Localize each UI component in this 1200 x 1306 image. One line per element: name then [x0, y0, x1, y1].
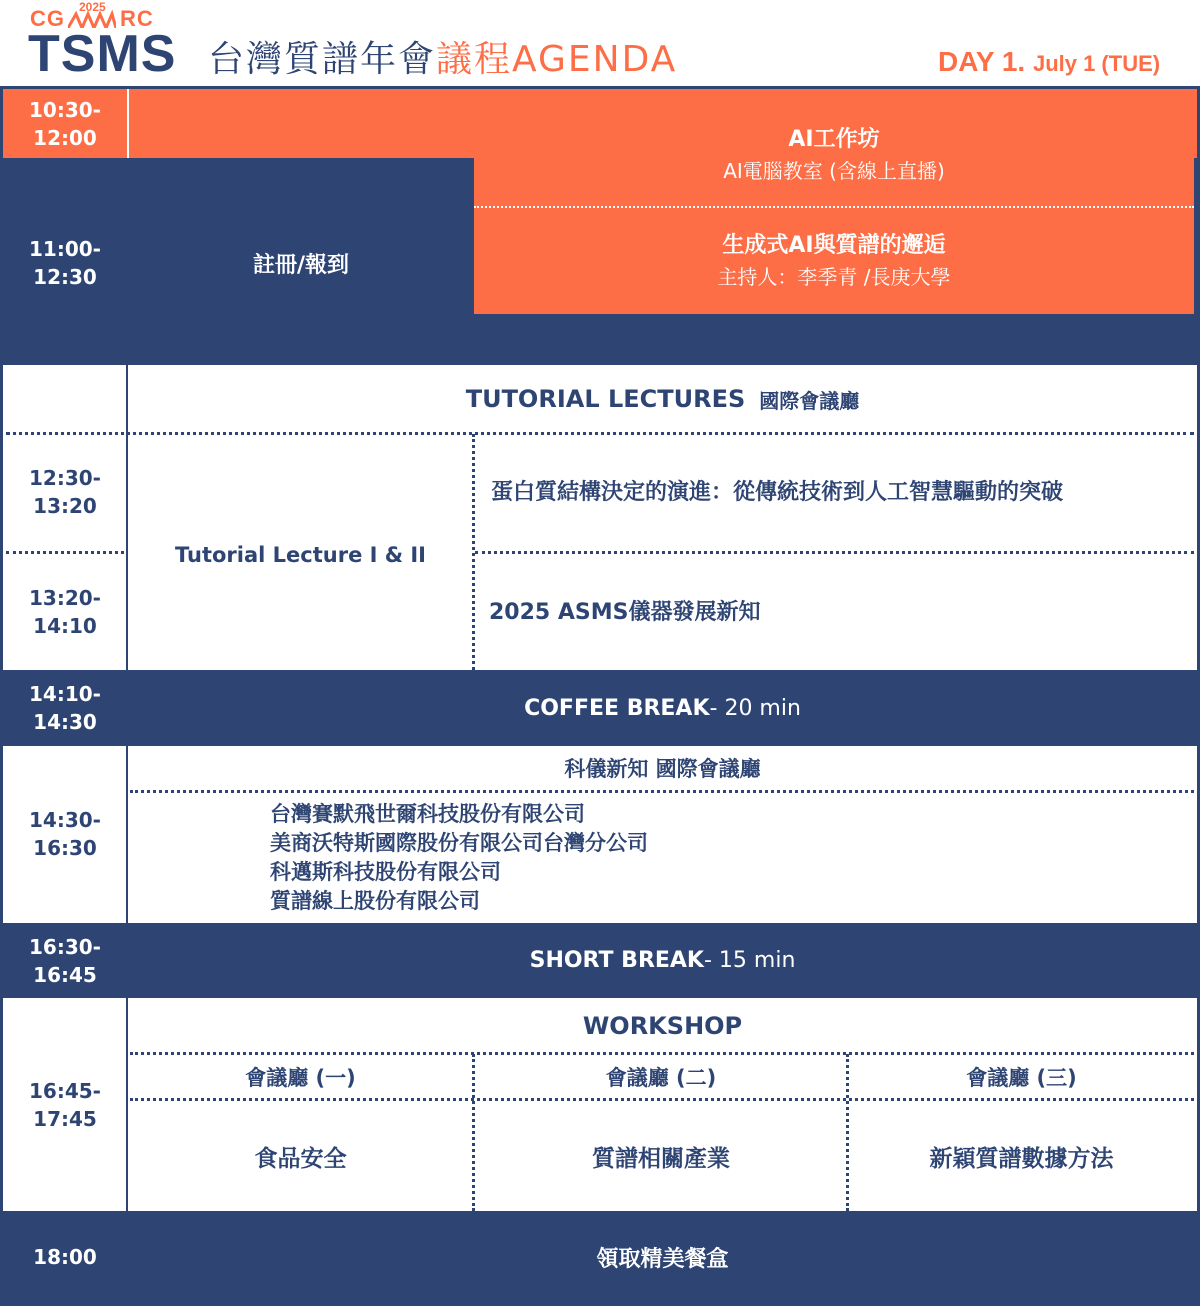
- session-title: AI工作坊: [788, 127, 880, 152]
- time-end: 16:30: [33, 836, 97, 860]
- time-start: 14:30-: [29, 808, 101, 832]
- time-end: 14:10: [33, 614, 97, 638]
- list-item: 質譜線上股份有限公司: [270, 889, 480, 913]
- dotted-divider: [130, 1052, 1194, 1055]
- break-duration: - 20 min: [709, 695, 801, 721]
- time-start: 14:10-: [29, 682, 101, 706]
- time-end: 17:45: [33, 1107, 97, 1131]
- tutorial-topic-2: 2025 ASMS儀器發展新知: [489, 600, 761, 625]
- day-label: [938, 44, 1160, 82]
- page-title: [208, 38, 677, 82]
- workshop-topic-2: 質譜相關產業: [592, 1145, 730, 1172]
- dotted-divider: [130, 790, 1194, 793]
- short-break-label: [128, 923, 1197, 998]
- ai-workshop-session-2: [474, 105, 1194, 205]
- workshop-topic-3: 新穎質譜數據方法: [929, 1145, 1114, 1172]
- time-end: 12:30: [33, 265, 97, 289]
- time-cell-tutorial-1: [3, 460, 127, 524]
- time-cell-row1: [3, 89, 127, 158]
- list-item: 台灣賽默飛世爾科技股份有限公司: [270, 802, 585, 826]
- time-start: 10:30-: [29, 97, 101, 122]
- dotted-divider: [130, 1098, 1194, 1101]
- day-number: DAY 1.: [938, 46, 1026, 77]
- workshop-room-1: 會議廳 (一): [245, 1066, 356, 1090]
- registration-cell: 註冊/報到: [252, 252, 350, 278]
- time-end: 13:20: [33, 494, 97, 518]
- time-cell-vendor: [3, 802, 127, 866]
- page-title-accent: 議程AGENDA: [436, 39, 678, 80]
- time-cell-dinner: 18:00: [33, 1245, 97, 1269]
- workshop-room-2: 會議廳 (二): [605, 1066, 717, 1090]
- page-title-main: 台灣質譜年會: [208, 39, 437, 80]
- time-cell-row2: [3, 228, 127, 298]
- workshop-topic-1: 食品安全: [254, 1145, 347, 1172]
- time-end: 14:30: [33, 710, 97, 734]
- time-end: 16:45: [33, 962, 97, 987]
- vendor-header: 科儀新知 國際會議廳: [564, 757, 761, 781]
- tutorial-lecture-label: Tutorial Lecture I & II: [174, 543, 426, 567]
- break-duration: - 15 min: [703, 948, 796, 973]
- logo-tsms: TSMS: [28, 25, 177, 83]
- workshop-room-3: 會議廳 (三): [966, 1066, 1077, 1090]
- list-item: 美商沃特斯國際股份有限公司台灣分公司: [270, 831, 648, 855]
- dinner-label: 領取精美餐盒: [596, 1246, 729, 1272]
- session-subtitle: AI電腦教室 (含線上直播): [723, 159, 945, 183]
- logo-year: 2025: [79, 0, 106, 14]
- dotted-divider: [474, 206, 1194, 208]
- dotted-divider: [6, 551, 124, 554]
- time-start: 12:30-: [29, 466, 101, 490]
- tutorial-topic-1: 蛋白質結構決定的演進：從傳統技術到人工智慧驅動的突破: [491, 480, 1064, 505]
- header: [0, 0, 1200, 86]
- time-end: 12:00: [33, 125, 97, 150]
- logo-rc: RC: [120, 6, 154, 31]
- time-cell-workshop: [3, 1073, 127, 1137]
- tutorial-header-zh: 國際會議廳: [759, 388, 860, 413]
- logo-cg: CG: [30, 6, 65, 31]
- time-cell-tutorial-2: [3, 580, 127, 644]
- workshop-header: WORKSHOP: [582, 1012, 743, 1040]
- time-start: 16:45-: [29, 1079, 101, 1103]
- vendor-company-list: [270, 800, 1170, 916]
- coffee-break-label: [128, 670, 1197, 746]
- break-title: SHORT BREAK: [529, 948, 704, 973]
- time-cell-coffee: [3, 672, 127, 744]
- dotted-divider: [475, 551, 1194, 554]
- tutorial-header-en: TUTORIAL LECTURES: [465, 385, 746, 413]
- dotted-divider: [6, 432, 1194, 435]
- session-host: 主持人：李季青 /長庚大學: [717, 265, 951, 289]
- generative-ai-session: [474, 216, 1194, 306]
- time-start: 13:20-: [29, 586, 101, 610]
- time-start: 11:00-: [29, 237, 101, 261]
- time-start: 16:30-: [29, 934, 101, 959]
- time-cell-short-break: [3, 925, 127, 996]
- break-title: COFFEE BREAK: [524, 695, 710, 721]
- session-title: 生成式AI與質譜的邂逅: [722, 233, 946, 258]
- list-item: 科邁斯科技股份有限公司: [270, 860, 501, 884]
- day-date: July 1 (TUE): [1032, 51, 1161, 76]
- tutorial-header: [128, 365, 1197, 433]
